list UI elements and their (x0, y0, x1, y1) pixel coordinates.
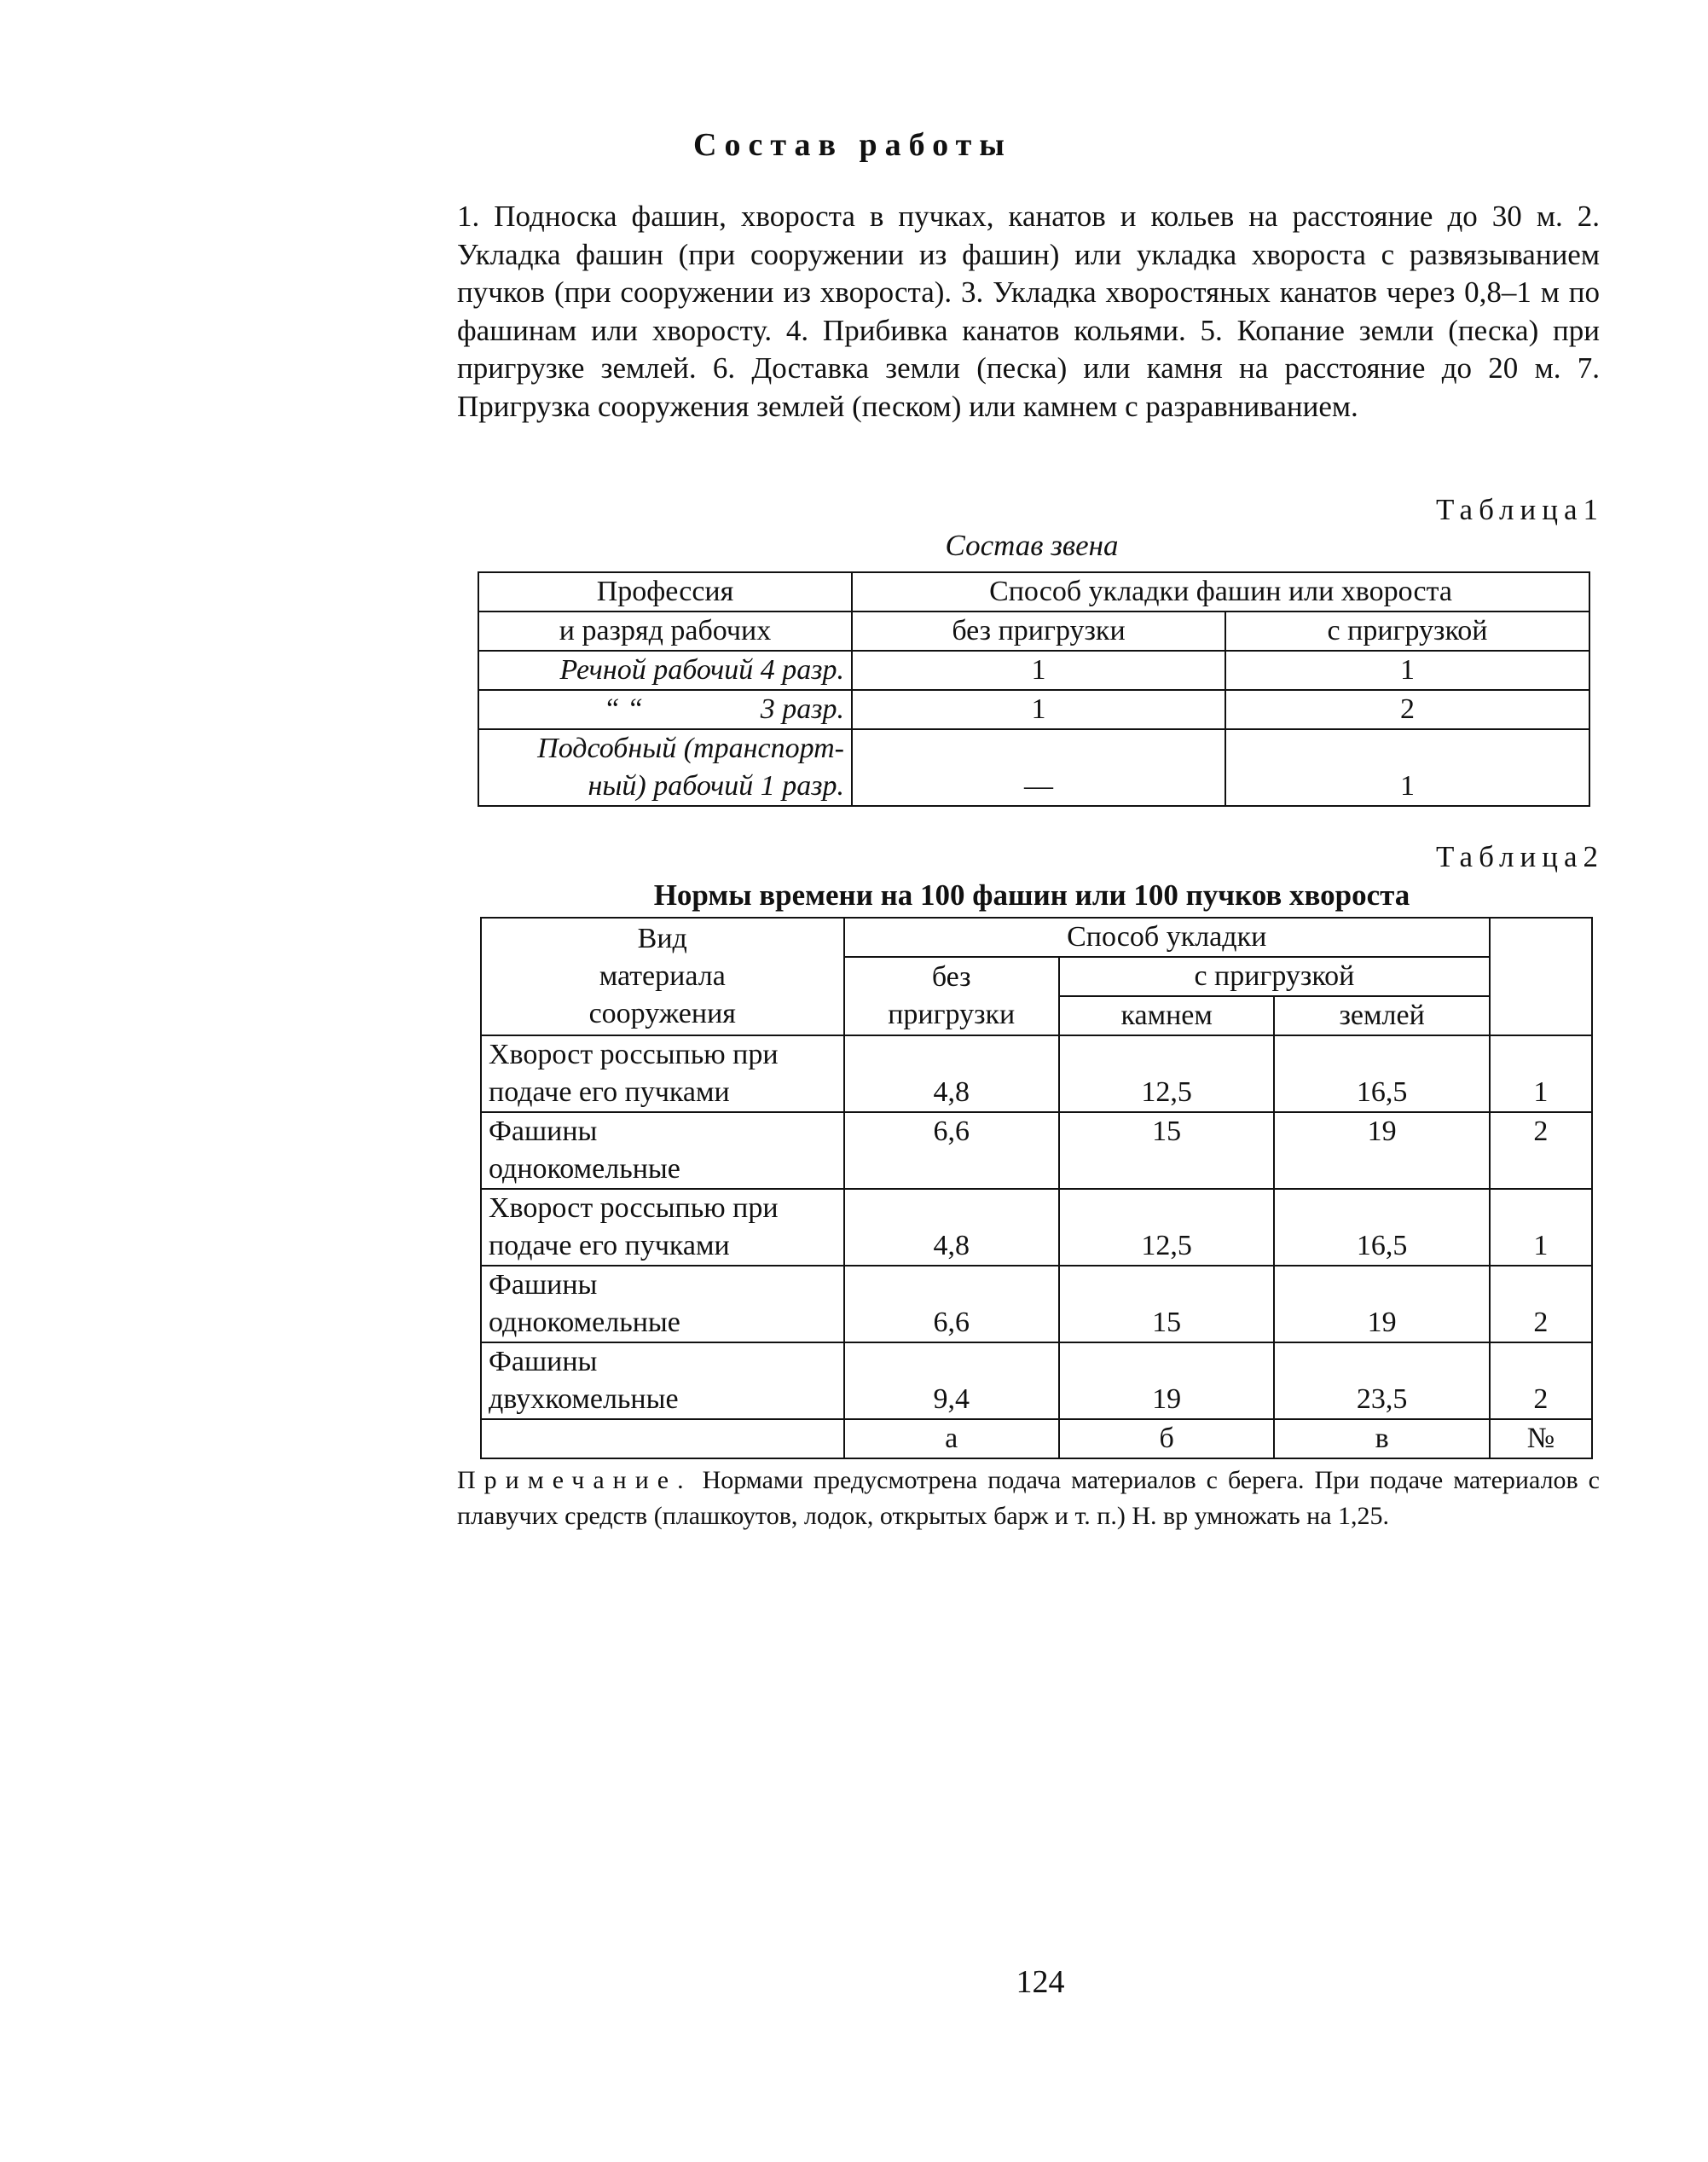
table-row (481, 1035, 1592, 1112)
value-c: 19 (1274, 1112, 1489, 1189)
profession-cell: Речной рабочий 4 разр. (478, 651, 852, 690)
header-without-load: без пригрузки (852, 612, 1225, 651)
value-b: 19 (1059, 1342, 1274, 1419)
value-b: 15 (1059, 1266, 1274, 1342)
footer-blank (481, 1419, 844, 1458)
crew-composition-table (478, 571, 1590, 807)
note-text: Нормами предусмотрена подача материалов с берега. При подаче материалов с плавучих средств (плашкоутов, лодок, открытых барж и т. п.) Н. вр умножать на 1,25. (457, 1466, 1601, 1530)
value-cell: 2 (1225, 690, 1589, 729)
material-line: Хворост россыпью при (489, 1039, 779, 1070)
material-cell (481, 1035, 844, 1112)
time-norms-table (480, 917, 1593, 1459)
value-b: 12,5 (1059, 1189, 1274, 1266)
table-row (478, 651, 1589, 690)
header-line: пригрузки (888, 999, 1016, 1030)
profession-cell (478, 729, 852, 806)
header-line: Вид (637, 923, 687, 954)
material-line: Фашины (489, 1346, 598, 1377)
column-letter-b: б (1059, 1419, 1274, 1458)
table-row (478, 729, 1589, 806)
profession-line: Подсобный (транспорт- (537, 733, 844, 764)
header-with-load: с пригрузкой (1225, 612, 1589, 651)
header-without-load (844, 957, 1059, 1035)
table-row (481, 1419, 1592, 1458)
material-cell (481, 1189, 844, 1266)
value-c: 16,5 (1274, 1035, 1489, 1112)
value-c: 23,5 (1274, 1342, 1489, 1419)
material-line: Фашины (489, 1116, 598, 1147)
value-a: 4,8 (844, 1189, 1059, 1266)
table2-title: Нормы времени на 100 фашин или 100 пучков хвороста (653, 878, 1410, 912)
header-line: без (931, 961, 971, 993)
material-line: подаче его пучками (489, 1230, 730, 1261)
value-c: 16,5 (1274, 1189, 1489, 1266)
table1-caption: Таблица1 (1436, 493, 1604, 526)
ditto-marks: “ “ (603, 693, 644, 725)
header-profession-2: и разряд рабочих (478, 612, 852, 651)
header-line: сооружения (588, 998, 736, 1029)
page-number: 124 (1016, 1964, 1065, 2000)
header-with-load: с пригрузкой (1059, 957, 1490, 996)
table-row (478, 690, 1589, 729)
header-material (481, 918, 844, 1035)
value-cell: 1 (852, 690, 1225, 729)
profession-line: ный) рабочий 1 разр. (588, 770, 844, 802)
row-number: 1 (1490, 1035, 1592, 1112)
table-note (457, 1463, 1600, 1534)
header-profession-1: Профессия (478, 572, 852, 612)
header-blank (1490, 918, 1592, 1035)
header-line: материала (599, 960, 726, 992)
value-a: 6,6 (844, 1112, 1059, 1189)
value-b: 12,5 (1059, 1035, 1274, 1112)
value-cell: 1 (1225, 729, 1589, 806)
table-row (481, 1189, 1592, 1266)
material-line: Фашины (489, 1269, 598, 1301)
header-earth: землей (1274, 996, 1489, 1035)
table-row (481, 1112, 1592, 1189)
row-number: 2 (1490, 1112, 1592, 1189)
row-number: 2 (1490, 1266, 1592, 1342)
work-description: 1. Подноска фашин, хвороста в пучках, канатов и кольев на расстояние до 30 м. 2. Укладка фашин (при сооружении из фашин) или укладка хвороста с развязыванием пучков (при сооружении из хвороста). 3. Укладка хворостяных канатов через 0,8–1 м по фашинам или хворосту. 4. Прибивка канатов кольями. 5. Копание земли (песка) при пригрузке землей. 6. Доставка земли (песка) или камня на расстояние до 20 м. 7. Пригрузка сооружения землей (песком) или камнем с разравниванием. (457, 200, 1600, 423)
table-row (481, 1342, 1592, 1419)
note-label: Примечание. (457, 1466, 692, 1494)
material-cell (481, 1266, 844, 1342)
table2-caption: Таблица2 (1436, 840, 1604, 873)
row-number: 2 (1490, 1342, 1592, 1419)
material-line: однокомельные (489, 1307, 680, 1338)
value-c: 19 (1274, 1266, 1489, 1342)
value-cell: 1 (1225, 651, 1589, 690)
value-a: 6,6 (844, 1266, 1059, 1342)
header-method: Способ укладки фашин или хвороста (852, 572, 1589, 612)
material-line: подаче его пучками (489, 1076, 730, 1108)
column-letter-c: в (1274, 1419, 1489, 1458)
value-cell: 1 (852, 651, 1225, 690)
table-row (478, 572, 1589, 612)
value-a: 9,4 (844, 1342, 1059, 1419)
table1-title: Состав звена (945, 529, 1119, 562)
profession-cell (478, 690, 852, 729)
section-heading: Состав работы (693, 127, 1012, 163)
value-cell: — (852, 729, 1225, 806)
header-method: Способ укладки (844, 918, 1490, 957)
column-number-sign: № (1490, 1419, 1592, 1458)
column-letter-a: а (844, 1419, 1059, 1458)
table-row (481, 1266, 1592, 1342)
material-cell (481, 1342, 844, 1419)
header-stone: камнем (1059, 996, 1274, 1035)
table-row (478, 612, 1589, 651)
material-line: двухкомельные (489, 1383, 679, 1415)
value-a: 4,8 (844, 1035, 1059, 1112)
value-b: 15 (1059, 1112, 1274, 1189)
material-cell (481, 1112, 844, 1189)
material-line: однокомельные (489, 1153, 680, 1185)
table-row (481, 918, 1592, 957)
profession-grade: 3 разр. (760, 693, 844, 725)
row-number: 1 (1490, 1189, 1592, 1266)
material-line: Хворост россыпью при (489, 1192, 779, 1224)
